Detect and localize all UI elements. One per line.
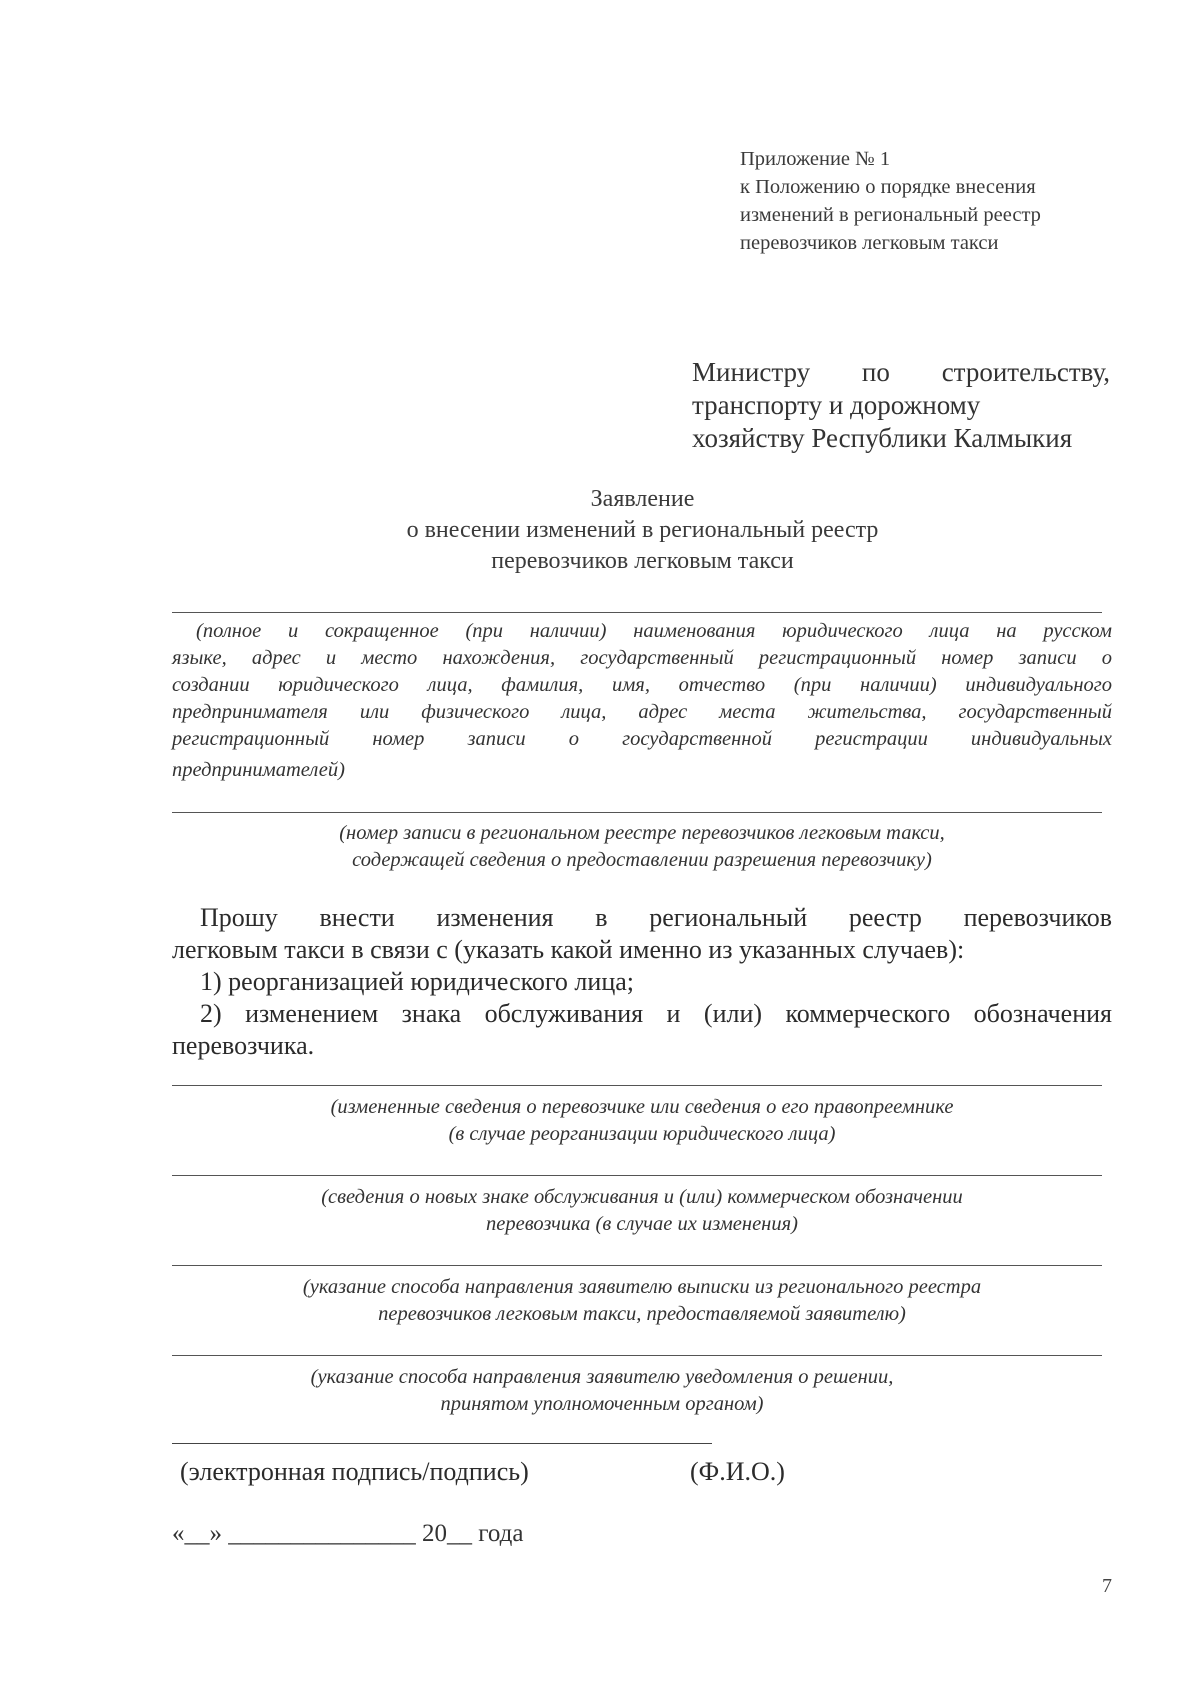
applicant-note <box>172 618 1112 784</box>
addressee-line: Министру по строительству, <box>692 357 1110 387</box>
signature-label: (электронная подпись/подпись) <box>180 1457 529 1486</box>
note-line: создании юридического лица, фамилия, имя, отчество (при наличии) индивидуального <box>172 674 1112 696</box>
note-line: регистрационный номер записи о государственной регистрации индивидуальных <box>172 728 1112 750</box>
title-line: Заявление <box>590 486 695 512</box>
note-line: предпринимателя или физического лица, адрес места жительства, государственный <box>172 701 1112 723</box>
appendix-line: перевозчиков легковым такси <box>740 232 999 254</box>
new-mark-fill-line <box>172 1175 1102 1176</box>
note-line: (измененные сведения о перевозчике или сведения о его правопреемнике <box>330 1096 954 1118</box>
addressee-line: транспорту и дорожному <box>692 390 981 420</box>
request-item: перевозчика. <box>172 1031 315 1060</box>
title-line: перевозчиков легковым такси <box>491 548 794 574</box>
changed-info-note <box>172 1094 1112 1148</box>
extract-method-note <box>172 1274 1112 1328</box>
note-line: (номер записи в региональном реестре перевозчиков легковым такси, <box>339 822 945 844</box>
new-mark-note <box>172 1184 1112 1238</box>
appendix-line: Приложение № 1 <box>740 148 891 170</box>
note-line: (полное и сокращенное (при наличии) наименования юридического лица на русском <box>196 620 1112 642</box>
registry-record-note <box>172 820 1112 874</box>
extract-method-fill-line <box>172 1265 1102 1266</box>
request-item: 1) реорганизацией юридического лица; <box>200 967 635 996</box>
registry-record-fill-line <box>172 812 1102 813</box>
request-text <box>172 902 1112 1062</box>
request-item: 2) изменением знака обслуживания и (или) коммерческого обозначения <box>200 999 1112 1028</box>
applicant-fill-line <box>172 612 1102 613</box>
note-line: (сведения о новых знаке обслуживания и (или) коммерческом обозначении <box>321 1186 963 1208</box>
date-field: «__» _______________ 20__ года <box>172 1520 524 1547</box>
note-line: (в случае реорганизации юридического лица) <box>448 1123 836 1145</box>
note-line: содержащей сведения о предоставлении разрешения перевозчику) <box>352 849 932 871</box>
changed-info-fill-line <box>172 1085 1102 1086</box>
notice-method-note <box>172 1364 1032 1418</box>
addressee-block <box>692 356 1110 455</box>
note-line: перевозчика (в случае их изменения) <box>486 1213 798 1235</box>
addressee-line: хозяйству Республики Калмыкия <box>692 423 1073 453</box>
note-line: (указание способа направления заявителю выписки из регионального реестра <box>302 1276 982 1298</box>
request-line: легковым такси в связи с (указать какой именно из указанных случаев): <box>172 935 965 964</box>
note-line: языке, адрес и место нахождения, государственный регистрационный номер записи о <box>172 647 1112 669</box>
appendix-header <box>740 145 1140 257</box>
title-line: о внесении изменений в региональный реестр <box>406 517 879 543</box>
note-line: перевозчиков легковым такси, предоставляемой заявителю) <box>378 1303 906 1325</box>
appendix-line: изменений в региональный реестр <box>740 204 1041 226</box>
appendix-line: к Положению о порядке внесения <box>740 176 1036 198</box>
document-title <box>250 484 1035 577</box>
page-number: 7 <box>1102 1575 1112 1597</box>
signature-fill-line <box>172 1443 712 1444</box>
notice-method-fill-line <box>172 1355 1102 1356</box>
note-line: предпринимателей) <box>172 759 345 781</box>
request-line: Прошу внести изменения в региональный реестр перевозчиков <box>200 903 1112 932</box>
full-name-label: (Ф.И.О.) <box>690 1457 785 1486</box>
note-line: (указание способа направления заявителю уведомления о решении, <box>310 1366 894 1388</box>
note-line: принятом уполномоченным органом) <box>440 1393 764 1415</box>
